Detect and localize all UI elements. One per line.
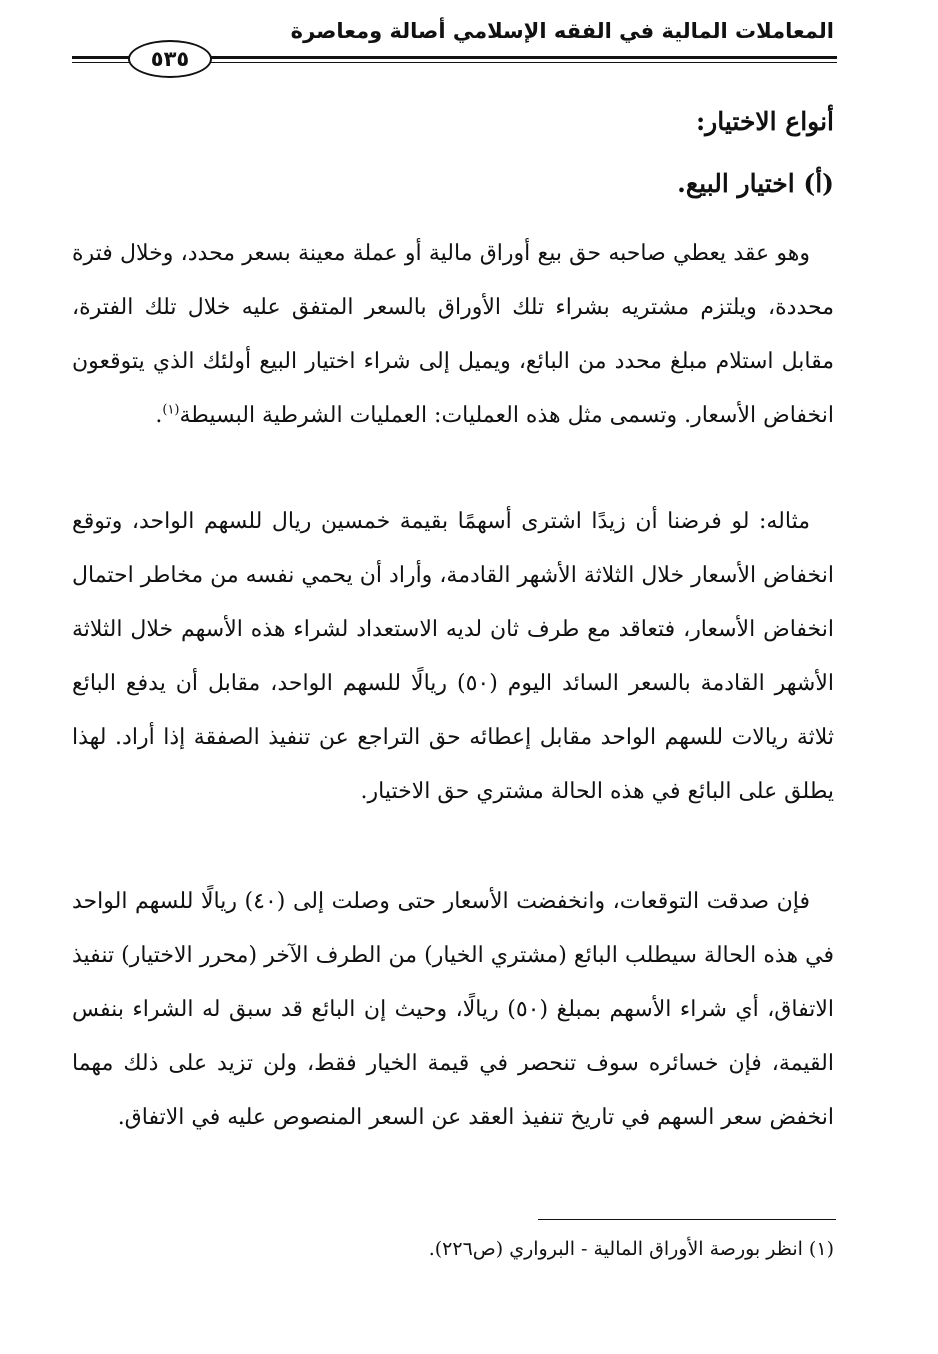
paragraph-definition-text: وهو عقد يعطي صاحبه حق بيع أوراق مالية أو عملة معينة بسعر محدد، وخلال فترة محددة، ويلتزم مشتريه بشراء تلك الأوراق بالسعر المتفق عليه خلال تلك الفترة، مقابل استلام مبلغ محدد من البائع، ويميل إلى شراء اختيار البيع أولئك الذي يتوقعون انخفاض الأسعار. وتسمى مثل هذه العمليات: العمليات الشرطية البسيطة — [72, 241, 835, 428]
subsection-heading: (أ) اختيار البيع. — [677, 169, 834, 198]
page-number: ٥٣٥ — [128, 40, 212, 78]
paragraph-example: مثاله: لو فرضنا أن زيدًا اشترى أسهمًا بقيمة خمسين ريال للسهم الواحد، وتوقع انخفاض الأسعار خلال الثلاثة الأشهر القادمة، وأراد أن يحمي نفسه من مخاطر احتمال انخفاض الأسعار، فتعاقد مع طرف ثان لديه الاستعداد لشراء هذه الأسهم خلال الثلاثة الأشهر القادمة بالسعر السائد اليوم (٥٠) ريالًا للسهم الواحد، مقابل أن يدفع البائع ثلاثة ريالات للسهم الواحد مقابل إعطائه حق التراجع عن تنفيذ الصفقة إذا أراد. لهذا يطلق على البائع في هذه الحالة مشتري حق الاختيار. — [72, 509, 835, 804]
section-heading: أنواع الاختيار: — [695, 107, 834, 136]
running-header-title: المعاملات المالية في الفقه الإسلامي أصالة ومعاصرة — [290, 19, 834, 43]
footnote-reference: (١) — [162, 402, 180, 418]
paragraph-definition — [72, 227, 834, 443]
paragraph-definition-end: . — [155, 403, 163, 428]
footnote-1: (١) انظر بورصة الأوراق المالية - البرواري (ص٢٢٦). — [428, 1238, 834, 1260]
footnote-separator — [538, 1219, 836, 1220]
paragraph-outcome: فإن صدقت التوقعات، وانخفضت الأسعار حتى وصلت إلى (٤٠) ريالًا للسهم الواحد في هذه الحالة سيطلب البائع (مشتري الخيار) من الطرف الآخر (محرر الاختيار) تنفيذ الاتفاق، أي شراء الأسهم بمبلغ (٥٠) ريالًا، وحيث إن البائع قد سبق له الشراء بنفس القيمة، فإن خسائره سوف تنحصر في قيمة الخيار فقط، ولن تزيد على ذلك مهما انخفض سعر السهم في تاريخ تنفيذ العقد عن السعر المنصوص عليه في الاتفاق. — [72, 889, 834, 1130]
